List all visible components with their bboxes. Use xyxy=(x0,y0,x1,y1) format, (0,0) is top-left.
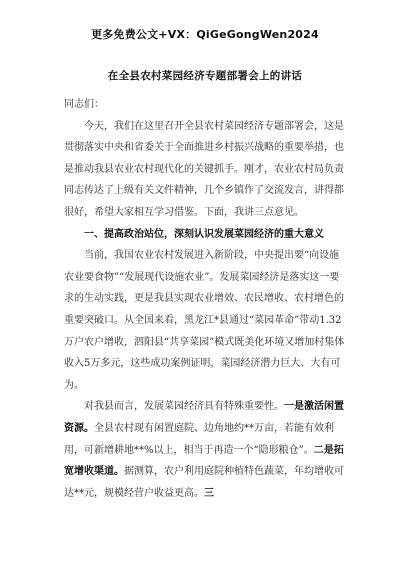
paragraph-importance xyxy=(64,396,346,504)
point-3-heading: 三 xyxy=(204,487,214,499)
point-1-heading: 一是激活闲置资源。 xyxy=(64,401,344,434)
point-1-text: 全县农村现有闲置庭院、边角地约**万亩，若能有效利用，可新增耕地**%以上，相当于再造一个“隐形粮仓”。 xyxy=(64,422,334,456)
paragraph-significance: 当前，我国农业农村发展进入新阶段，中央提出要“向设施农业要食物”“发展现代设施农业”。发展菜园经济是落实这一要求的生动实践，更是我县实现农业增效、农民增收、农村增色的重要突破口。从全国来看，黑龙江*县通过“菜园革命”带动1.32万户农户增收，泗阳县“共享菜园”模式既美化环境又增加村集体收入5万多元，这些成功案例证明，菜园经济潜力巨大、大有可为。 xyxy=(64,250,345,391)
document-title: 在全县农村菜园经济专题部署会上的讲话 xyxy=(107,70,303,82)
promo-header: 更多免费公文+VX：QiGeGongWen2024 xyxy=(91,28,319,41)
paragraph-opening: 今天，我们在这里召开全县农村菜园经济专题部署会，这是贯彻落实中央和省委关于全面推进乡村振兴战略的重要举措，也是推动我县农业农村现代化的关键抓手。刚才，农业农村局负责同志传达了上级有关文件精神，几个乡镇作了交流发言，讲得都很好，希望大家相互学习借鉴。下面，我讲三点意见。 xyxy=(64,120,344,218)
document-body xyxy=(64,94,346,504)
paragraph-intro-text: 对我县而言，发展菜园经济具有特殊重要性。 xyxy=(84,401,284,413)
salutation: 同志们： xyxy=(64,99,104,110)
point-2-heading: 二是拓宽增收渠道。 xyxy=(64,444,344,478)
section-heading-1: 一、提高政治站位，深刻认识发展菜园经济的重大意义 xyxy=(84,228,324,240)
point-2-text: 据测算，农户利用庭院种植特色蔬菜，年均增收可达**元，规模经营户收益更高。 xyxy=(64,466,344,499)
